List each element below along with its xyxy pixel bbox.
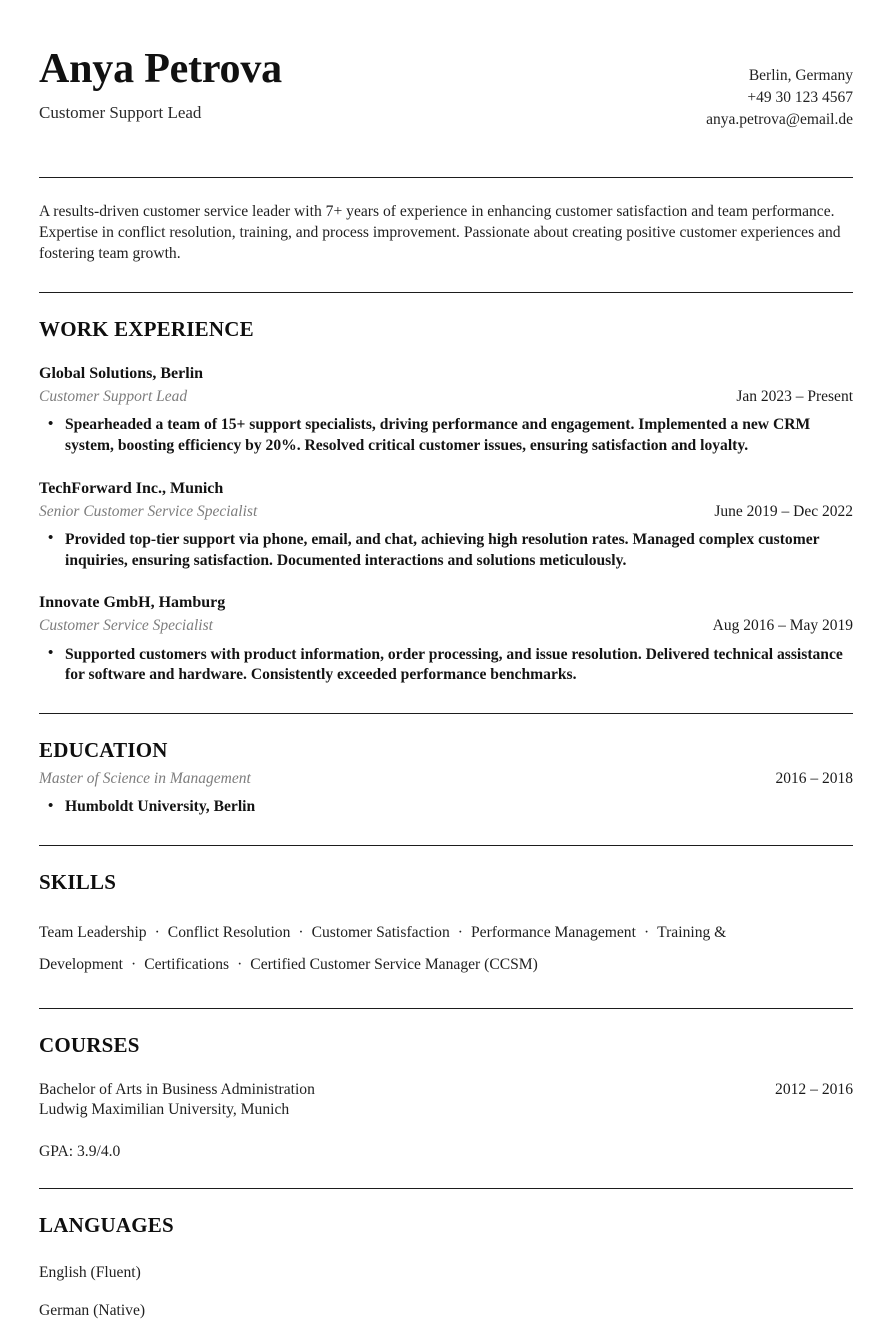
course-dates: 2012 – 2016 bbox=[775, 1080, 853, 1098]
professional-headline: Customer Support Lead bbox=[39, 102, 202, 122]
experience-dates: June 2019 – Dec 2022 bbox=[714, 502, 853, 520]
experience-bullets bbox=[39, 645, 853, 686]
list-item: German (Native) bbox=[39, 1301, 146, 1319]
experience-organization: Global Solutions, Berlin bbox=[39, 364, 204, 382]
divider-header bbox=[39, 177, 853, 178]
list-item: • Supported customers with product information, order processing, and issue resolution. Delivered technical assistance for software and hardware. Consistently exceeded performance benchmarks. bbox=[39, 645, 853, 686]
experience-dates: Jan 2023 – Present bbox=[736, 387, 853, 405]
section-title-education: EDUCATION bbox=[39, 738, 168, 763]
divider-work-experience bbox=[39, 292, 853, 293]
skill-separator: · bbox=[131, 955, 137, 973]
experience-meta bbox=[39, 502, 853, 521]
skill-separator: · bbox=[298, 923, 304, 941]
section-title-skills: SKILLS bbox=[39, 869, 117, 894]
skill-item: Conflict Resolution bbox=[167, 923, 291, 941]
education-dates: 2016 – 2018 bbox=[775, 770, 853, 788]
course-name: Bachelor of Arts in Business Administration bbox=[39, 1080, 315, 1098]
skill-separator: · bbox=[154, 923, 160, 941]
skill-item: Certifications bbox=[144, 955, 230, 973]
page-title: Anya Petrova bbox=[39, 46, 282, 92]
identity-block bbox=[39, 47, 282, 123]
experience-role: Customer Support Lead bbox=[39, 387, 188, 405]
skill-item: Customer Satisfaction bbox=[311, 923, 450, 941]
experience-bullets bbox=[39, 415, 853, 456]
skills-list bbox=[39, 917, 781, 981]
education-degree: Master of Science in Management bbox=[39, 770, 251, 788]
education-institutions bbox=[39, 797, 853, 818]
section-title-work-experience: WORK EXPERIENCE bbox=[39, 316, 254, 341]
course-meta bbox=[39, 1080, 853, 1100]
contact-block bbox=[706, 47, 853, 131]
experience-organization: Innovate GmbH, Hamburg bbox=[39, 594, 226, 612]
experience-organization: TechForward Inc., Munich bbox=[39, 479, 224, 497]
experience-meta bbox=[39, 616, 853, 635]
education-meta bbox=[39, 770, 853, 788]
divider-languages bbox=[39, 1188, 853, 1189]
list-item: • Humboldt University, Berlin bbox=[39, 797, 853, 818]
list-item: • Provided top-tier support via phone, email, and chat, achieving high resolution rates. Managed complex customer inquiries, ensuring satisfaction. Documented interactions and solutions meticulously. bbox=[39, 530, 853, 571]
list-item: • Spearheaded a team of 15+ support specialists, driving performance and engagement. Implemented a new CRM system, boosting efficiency by 20%. Resolved critical customer issues, ensuring satisfaction and loyalty. bbox=[39, 415, 853, 456]
course-entry bbox=[39, 1080, 853, 1161]
skill-item: Performance Management bbox=[470, 923, 636, 941]
experience-entry bbox=[39, 364, 853, 457]
contact-email[interactable]: anya.petrova@email.de bbox=[706, 111, 853, 129]
section-title-languages: LANGUAGES bbox=[39, 1212, 174, 1237]
divider-education bbox=[39, 713, 853, 714]
contact-phone[interactable]: +49 30 123 4567 bbox=[747, 89, 853, 107]
list-item: English (Fluent) bbox=[39, 1263, 141, 1281]
resume-header bbox=[39, 0, 853, 131]
experience-dates: Aug 2016 – May 2019 bbox=[712, 617, 853, 635]
professional-summary: A results-driven customer service leader with 7+ years of experience in enhancing customer satisfaction and team performance. Expertise in conflict resolution, training, and process improvement. Passionate about creating positive customer experiences and fostering team growth. bbox=[39, 203, 841, 262]
course-school: Ludwig Maximilian University, Munich bbox=[39, 1100, 290, 1118]
experience-meta bbox=[39, 387, 853, 406]
divider-skills bbox=[39, 845, 853, 846]
section-title-courses: COURSES bbox=[39, 1032, 140, 1057]
skill-item: Team Leadership bbox=[39, 923, 147, 941]
skill-separator: · bbox=[457, 923, 463, 941]
course-gpa: GPA: 3.9/4.0 bbox=[39, 1142, 121, 1160]
experience-entry bbox=[39, 593, 853, 686]
skill-item: Training & Development bbox=[39, 923, 727, 973]
experience-role: Senior Customer Service Specialist bbox=[39, 502, 258, 520]
experience-role: Customer Service Specialist bbox=[39, 617, 213, 635]
experience-bullets bbox=[39, 530, 853, 571]
languages-list bbox=[39, 1263, 853, 1321]
experience-entry bbox=[39, 479, 853, 572]
skill-separator: · bbox=[237, 955, 243, 973]
contact-location: Berlin, Germany bbox=[748, 67, 853, 84]
divider-courses bbox=[39, 1008, 853, 1009]
skill-separator: · bbox=[643, 923, 650, 941]
skill-item: Certified Customer Service Manager (CCSM) bbox=[250, 955, 538, 973]
